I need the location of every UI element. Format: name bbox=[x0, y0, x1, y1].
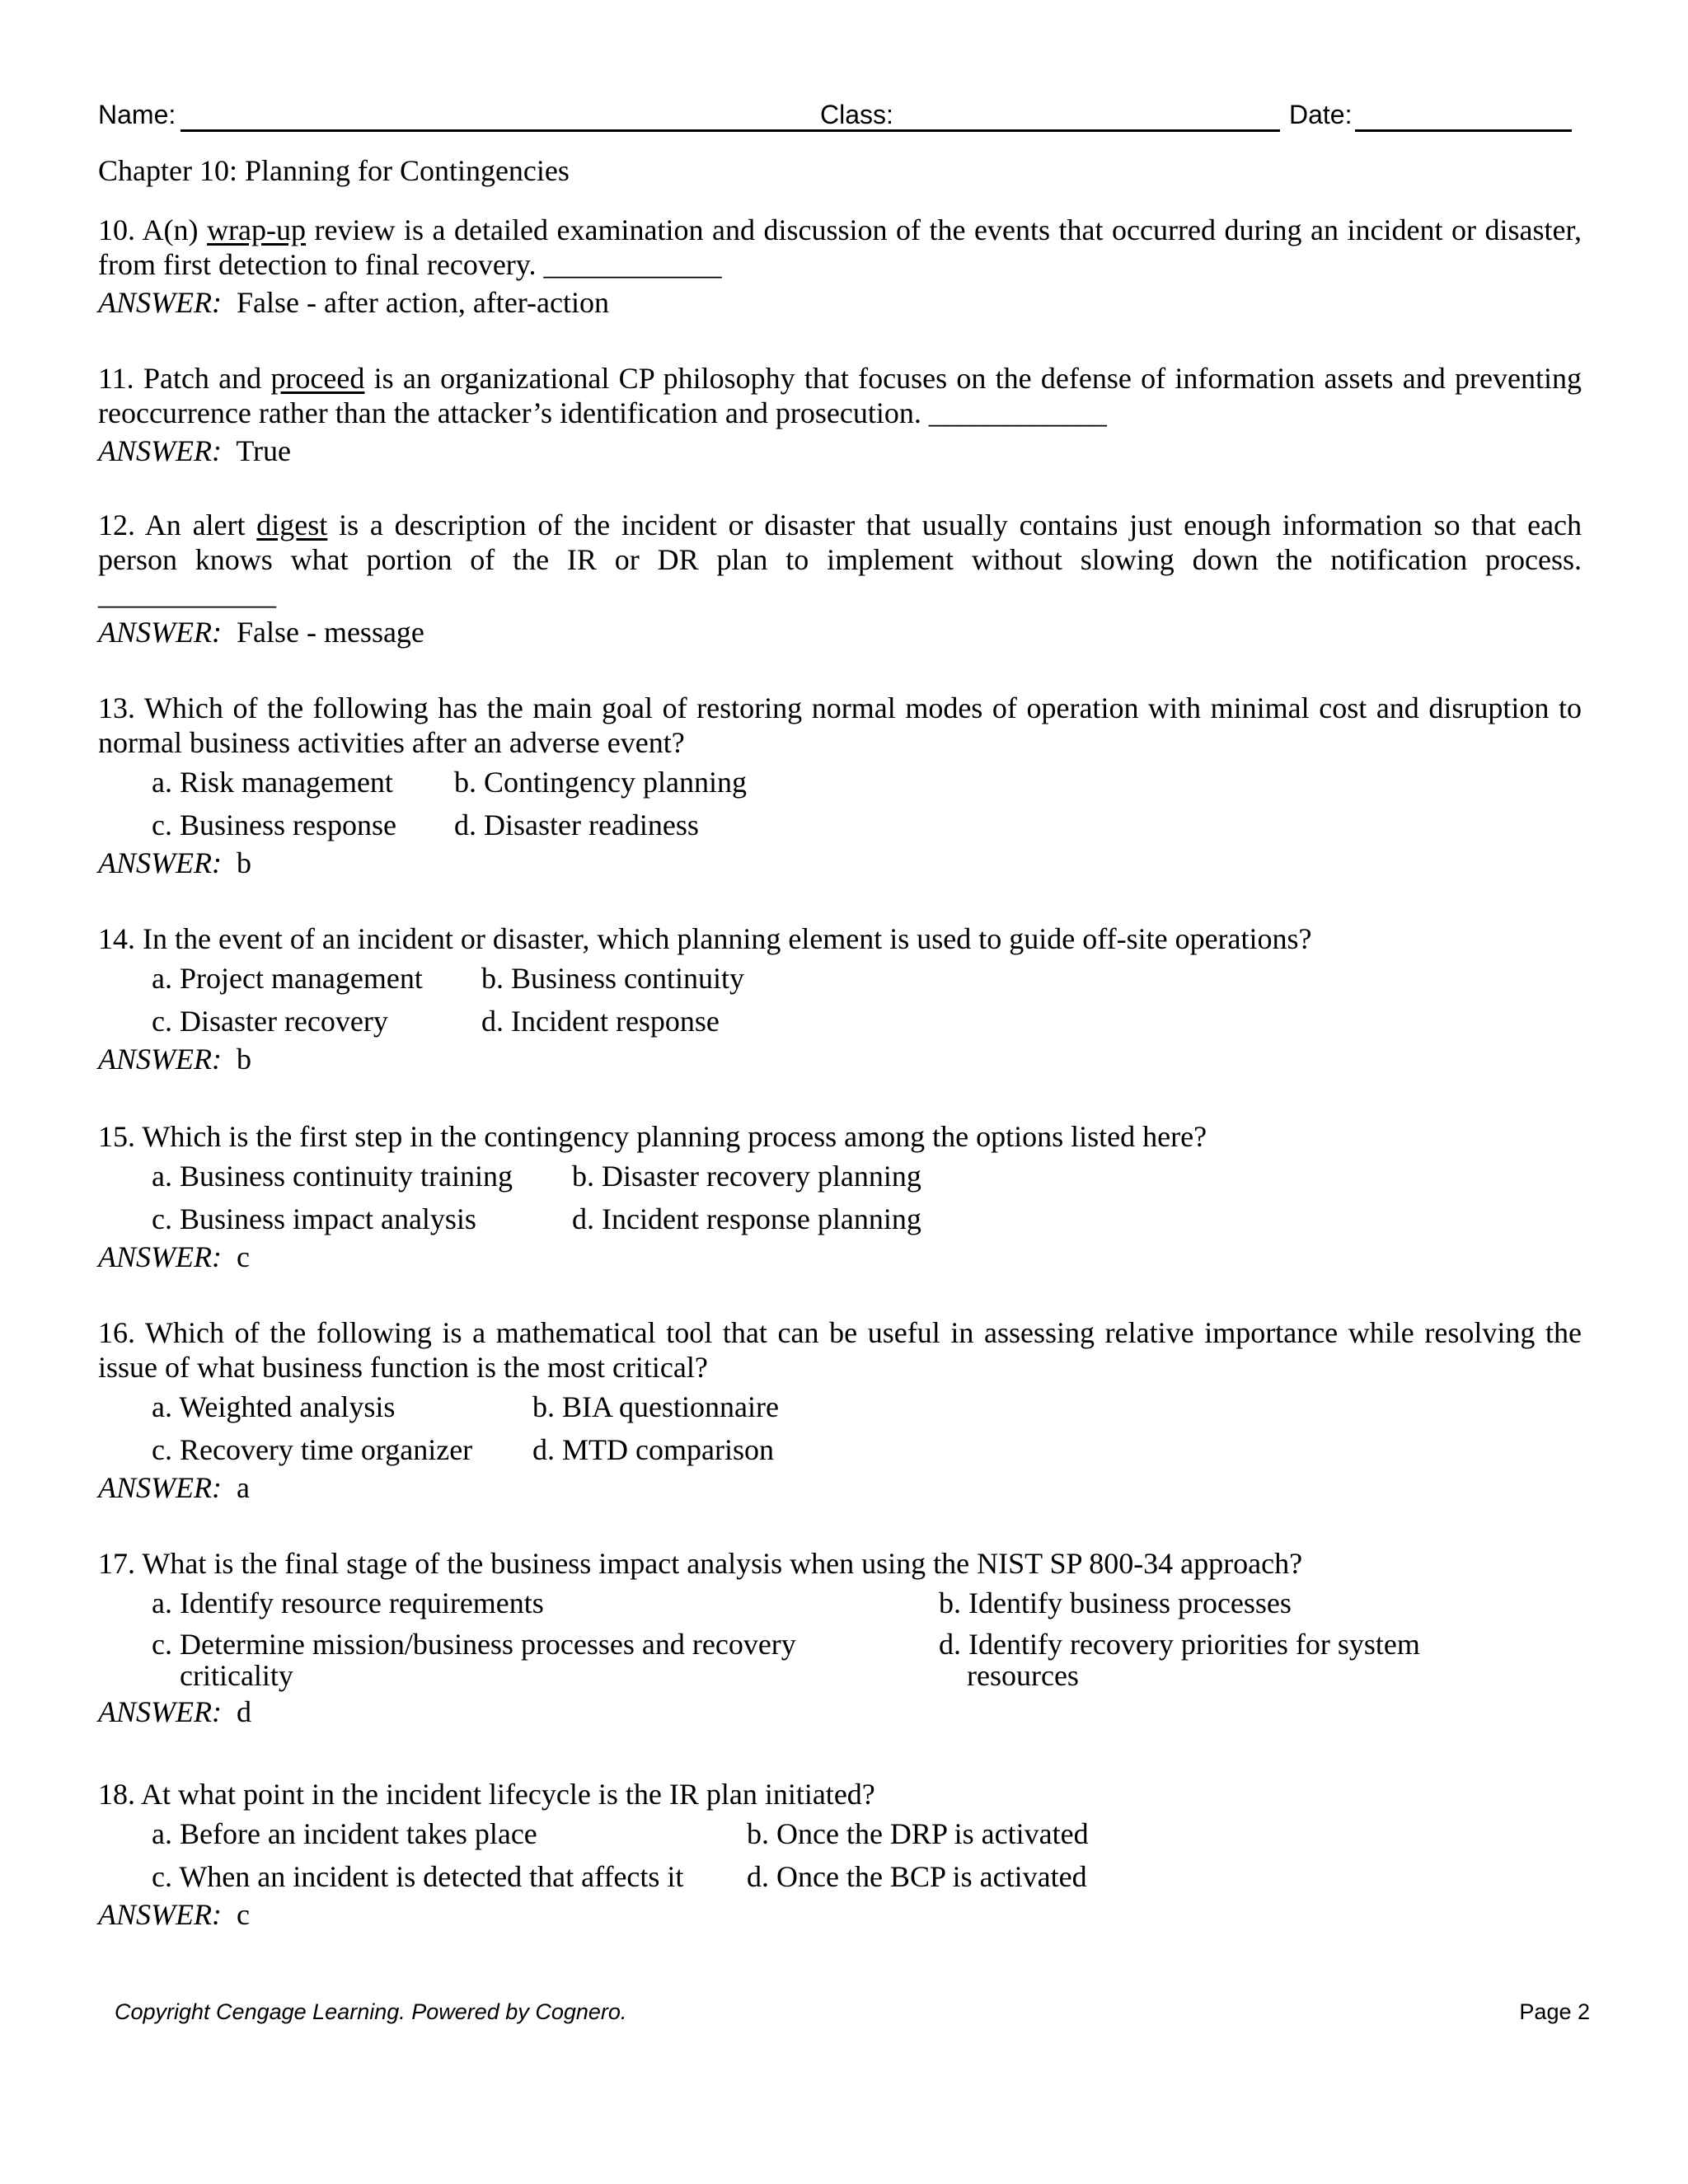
question-stem: Which of the following has the main goal of restoring normal modes of operation with minimal cost and disruption to normal business activities after an adverse event? bbox=[98, 691, 1582, 759]
answer-label: ANSWER: bbox=[98, 1471, 222, 1504]
question-16 bbox=[98, 1315, 1582, 1505]
option-d: d. Disaster readiness bbox=[454, 808, 699, 841]
option-c: c. Disaster recovery bbox=[152, 1005, 388, 1038]
question-number: 13. bbox=[98, 691, 135, 724]
question-17 bbox=[98, 1546, 1582, 1729]
question-15 bbox=[98, 1119, 1582, 1274]
answer-blank: ____________ bbox=[98, 578, 276, 611]
option-c: c. Recovery time organizer bbox=[152, 1433, 473, 1466]
option-b: b. BIA questionnaire bbox=[532, 1390, 779, 1423]
answer-label: ANSWER: bbox=[98, 286, 222, 319]
question-18 bbox=[98, 1777, 1582, 1932]
question-number: 14. bbox=[98, 922, 135, 955]
date-label: Date: bbox=[1289, 100, 1353, 129]
underlined-term: wrap-up bbox=[207, 213, 307, 246]
name-label: Name: bbox=[98, 100, 176, 129]
answer-blank: ____________ bbox=[543, 248, 722, 281]
answer-label: ANSWER: bbox=[98, 434, 222, 467]
option-c: c. Business response bbox=[152, 808, 396, 841]
answer-label: ANSWER: bbox=[98, 1240, 222, 1273]
answer-options bbox=[152, 760, 1582, 846]
question-12 bbox=[98, 508, 1582, 649]
option-b: b. Contingency planning bbox=[454, 766, 747, 799]
option-a: a. Identify resource requirements bbox=[152, 1586, 544, 1619]
option-a: a. Business continuity training bbox=[152, 1160, 513, 1193]
question-text-before: An alert bbox=[144, 509, 246, 541]
question-11 bbox=[98, 361, 1582, 468]
question-number: 17. bbox=[98, 1547, 135, 1580]
answer-value: a bbox=[236, 1471, 250, 1504]
question-text-before: Patch and bbox=[143, 362, 262, 395]
answer-blank: ____________ bbox=[928, 396, 1107, 429]
answer-row bbox=[98, 1240, 1582, 1274]
answer-options bbox=[152, 1811, 1582, 1897]
answer-value: True bbox=[236, 434, 292, 467]
option-d: d. Identify recovery priorities for system resources bbox=[939, 1628, 1420, 1692]
question-number: 16. bbox=[98, 1316, 135, 1349]
option-c: c. When an incident is detected that affects it bbox=[152, 1860, 684, 1893]
answer-label: ANSWER: bbox=[98, 1898, 222, 1931]
answer-row bbox=[98, 285, 1582, 320]
answer-row bbox=[98, 1694, 1582, 1729]
question-text bbox=[98, 508, 1582, 612]
answer-value: False - after action, after-action bbox=[236, 286, 610, 319]
class-label: Class: bbox=[820, 100, 893, 129]
class-blank bbox=[891, 129, 1280, 132]
answer-row bbox=[98, 846, 1582, 880]
question-number: 11. bbox=[98, 362, 134, 395]
answer-label: ANSWER: bbox=[98, 1043, 222, 1076]
answer-label: ANSWER: bbox=[98, 616, 222, 649]
question-13 bbox=[98, 691, 1582, 880]
answer-value: d bbox=[236, 1695, 251, 1728]
chapter-title: Chapter 10: Planning for Contingencies bbox=[98, 154, 570, 187]
answer-label: ANSWER: bbox=[98, 1695, 222, 1728]
option-d: d. Incident response bbox=[481, 1005, 720, 1038]
option-b: b. Business continuity bbox=[481, 962, 745, 995]
copyright-notice: Copyright Cengage Learning. Powered by Cognero. bbox=[115, 1999, 627, 2024]
option-d: d. Incident response planning bbox=[572, 1202, 921, 1235]
option-a: a. Project management bbox=[152, 962, 423, 995]
option-d: d. Once the BCP is activated bbox=[747, 1860, 1087, 1893]
question-stem: At what point in the incident lifecycle is the IR plan initiated? bbox=[141, 1778, 875, 1811]
answer-options bbox=[152, 1385, 1582, 1470]
question-number: 12. bbox=[98, 509, 135, 541]
option-c: c. Determine mission/business processes and recovery criticality bbox=[152, 1628, 796, 1692]
question-stem: What is the final stage of the business impact analysis when using the NIST SP 800-34 approach? bbox=[142, 1547, 1303, 1580]
underlined-term: digest bbox=[256, 509, 328, 541]
question-text bbox=[98, 1315, 1582, 1385]
question-14 bbox=[98, 921, 1582, 1076]
answer-row bbox=[98, 434, 1582, 468]
answer-options bbox=[152, 956, 1582, 1042]
question-text bbox=[98, 691, 1582, 760]
question-text bbox=[98, 921, 1582, 956]
answer-value: b bbox=[236, 1043, 251, 1076]
answer-row bbox=[98, 1042, 1582, 1076]
answer-options bbox=[152, 1154, 1582, 1240]
question-text bbox=[98, 1777, 1582, 1811]
question-number: 18. bbox=[98, 1778, 135, 1811]
question-stem: Which is the first step in the contingency planning process among the options listed here? bbox=[142, 1120, 1207, 1153]
question-text bbox=[98, 1119, 1582, 1154]
answer-value: False - message bbox=[236, 616, 424, 649]
answer-row bbox=[98, 1470, 1582, 1505]
question-text-after: review is a detailed examination and discussion of the events that occurred during an incident or disaster, from first detection to final recovery. bbox=[98, 213, 1582, 281]
answer-row bbox=[98, 1897, 1582, 1932]
question-stem: In the event of an incident or disaster, which planning element is used to guide off-site operations? bbox=[143, 922, 1312, 955]
option-d: d. MTD comparison bbox=[532, 1433, 774, 1466]
question-text-before: A(n) bbox=[142, 213, 199, 246]
answer-row bbox=[98, 615, 1582, 649]
option-a: a. Weighted analysis bbox=[152, 1390, 396, 1423]
question-text bbox=[98, 1546, 1582, 1581]
question-number: 10. bbox=[98, 213, 135, 246]
option-b: b. Disaster recovery planning bbox=[572, 1160, 921, 1193]
answer-value: c bbox=[236, 1240, 250, 1273]
question-10 bbox=[98, 213, 1582, 320]
question-text bbox=[98, 213, 1582, 282]
answer-label: ANSWER: bbox=[98, 846, 222, 879]
answer-value: b bbox=[236, 846, 251, 879]
option-a: a. Before an incident takes place bbox=[152, 1817, 537, 1850]
question-stem: Which of the following is a mathematical tool that can be useful in assessing relative importance while resolving the issue of what business function is the most critical? bbox=[98, 1316, 1582, 1384]
date-blank bbox=[1355, 129, 1572, 132]
option-c: c. Business impact analysis bbox=[152, 1202, 476, 1235]
option-b: b. Once the DRP is activated bbox=[747, 1817, 1089, 1850]
page-number: Page 2 bbox=[1519, 1999, 1590, 2024]
question-text-after: is a description of the incident or disaster that usually contains just enough information so that each person knows what portion of the IR or DR plan to implement without slowing down the notification process. bbox=[98, 509, 1582, 576]
question-number: 15. bbox=[98, 1120, 135, 1153]
option-b: b. Identify business processes bbox=[939, 1586, 1292, 1619]
question-text-after: is an organizational CP philosophy that focuses on the defense of information assets and preventing reoccurrence rather than the attacker’s identification and prosecution. bbox=[98, 362, 1582, 429]
answer-options bbox=[152, 1581, 1582, 1694]
question-text bbox=[98, 361, 1582, 430]
name-blank bbox=[181, 129, 906, 132]
worksheet-header bbox=[98, 96, 1572, 136]
answer-value: c bbox=[236, 1898, 250, 1931]
option-a: a. Risk management bbox=[152, 766, 393, 799]
underlined-term: proceed bbox=[270, 362, 365, 395]
